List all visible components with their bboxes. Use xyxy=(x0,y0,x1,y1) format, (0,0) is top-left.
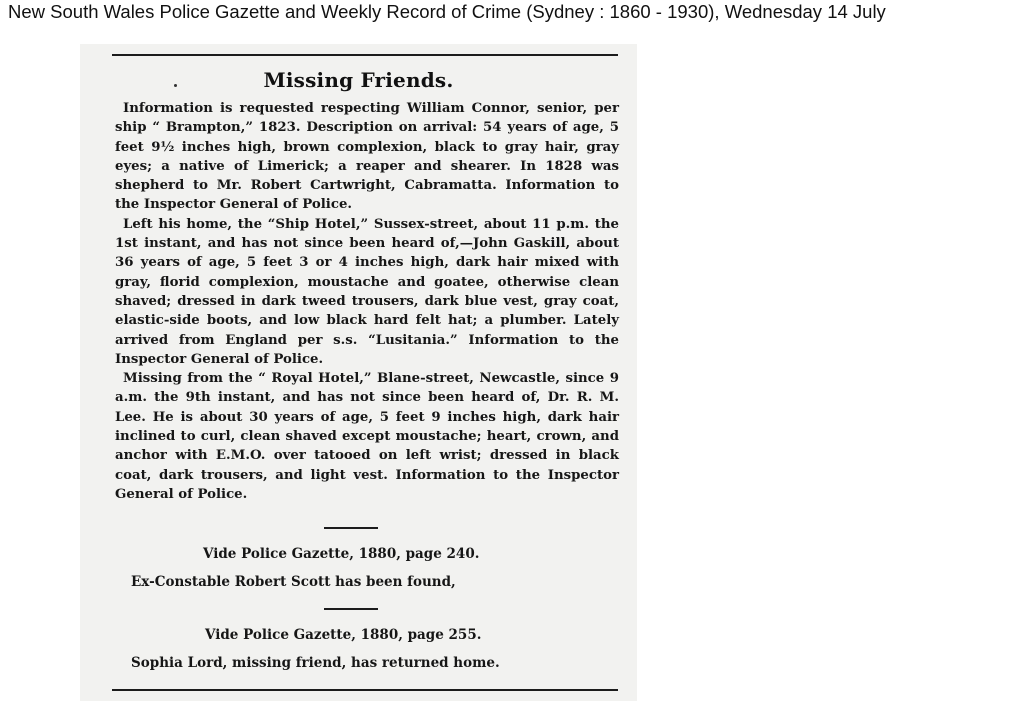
top-rule xyxy=(112,54,618,56)
gazette-reference: Vide Police Gazette, 1880, page 255. xyxy=(205,627,482,643)
separator-rule xyxy=(324,608,378,610)
notice-text: Sophia Lord, missing friend, has returned home. xyxy=(131,655,500,671)
page-header-title: New South Wales Police Gazette and Weekly Record of Crime (Sydney : 1860 - 1930), Wednesday 14 July xyxy=(8,1,886,22)
paragraph-john-gaskill: Left his home, the “Ship Hotel,” Sussex-street, about 11 p.m. the 1st instant, and has not since been heard of,—John Gaskill, about 36 years of age, 5 feet 3 or 4 inches high, dark hair mixed with gray, florid complexion, moustache and goatee, otherwise clean shaved; dressed in dark tweed trousers, dark blue vest, gray coat, elastic-side boots, and low black hard felt hat; a plumber. Lately arrived from England per s.s. “Lusitania.” Information to the Inspector General of Police. xyxy=(115,216,619,367)
bottom-rule xyxy=(112,689,618,691)
clipping-heading: Missing Friends. xyxy=(263,68,454,92)
newspaper-clipping xyxy=(80,44,637,701)
separator-rule xyxy=(324,527,378,529)
notice-text: Ex-Constable Robert Scott has been found, xyxy=(131,574,456,590)
clipping-body xyxy=(115,99,619,504)
gazette-reference: Vide Police Gazette, 1880, page 240. xyxy=(203,546,480,562)
paragraph-william-connor: Information is requested respecting William Connor, senior, per ship “ Brampton,” 1823. Description on arrival: 54 years of age, 5 feet 9½ inches high, brown complexion, black to gray hair, gray eyes; a native of Limerick; a reaper and shearer. In 1828 was shepherd to Mr. Robert Cartwright, Cabramatta. Information to the Inspector General of Police. xyxy=(115,101,619,213)
paragraph-dr-lee: Missing from the “ Royal Hotel,” Blane-street, Newcastle, since 9 a.m. the 9th instant, and has not since been heard of, Dr. R. M. Lee. He is about 30 years of age, 5 feet 9 inches high, dark hair inclined to curl, clean shaved except moustache; heart, crown, and anchor with E.M.O. over tatooed on left wrist; dressed in black coat, dark trousers, and light vest. Information to the Inspector General of Police. xyxy=(115,371,619,502)
